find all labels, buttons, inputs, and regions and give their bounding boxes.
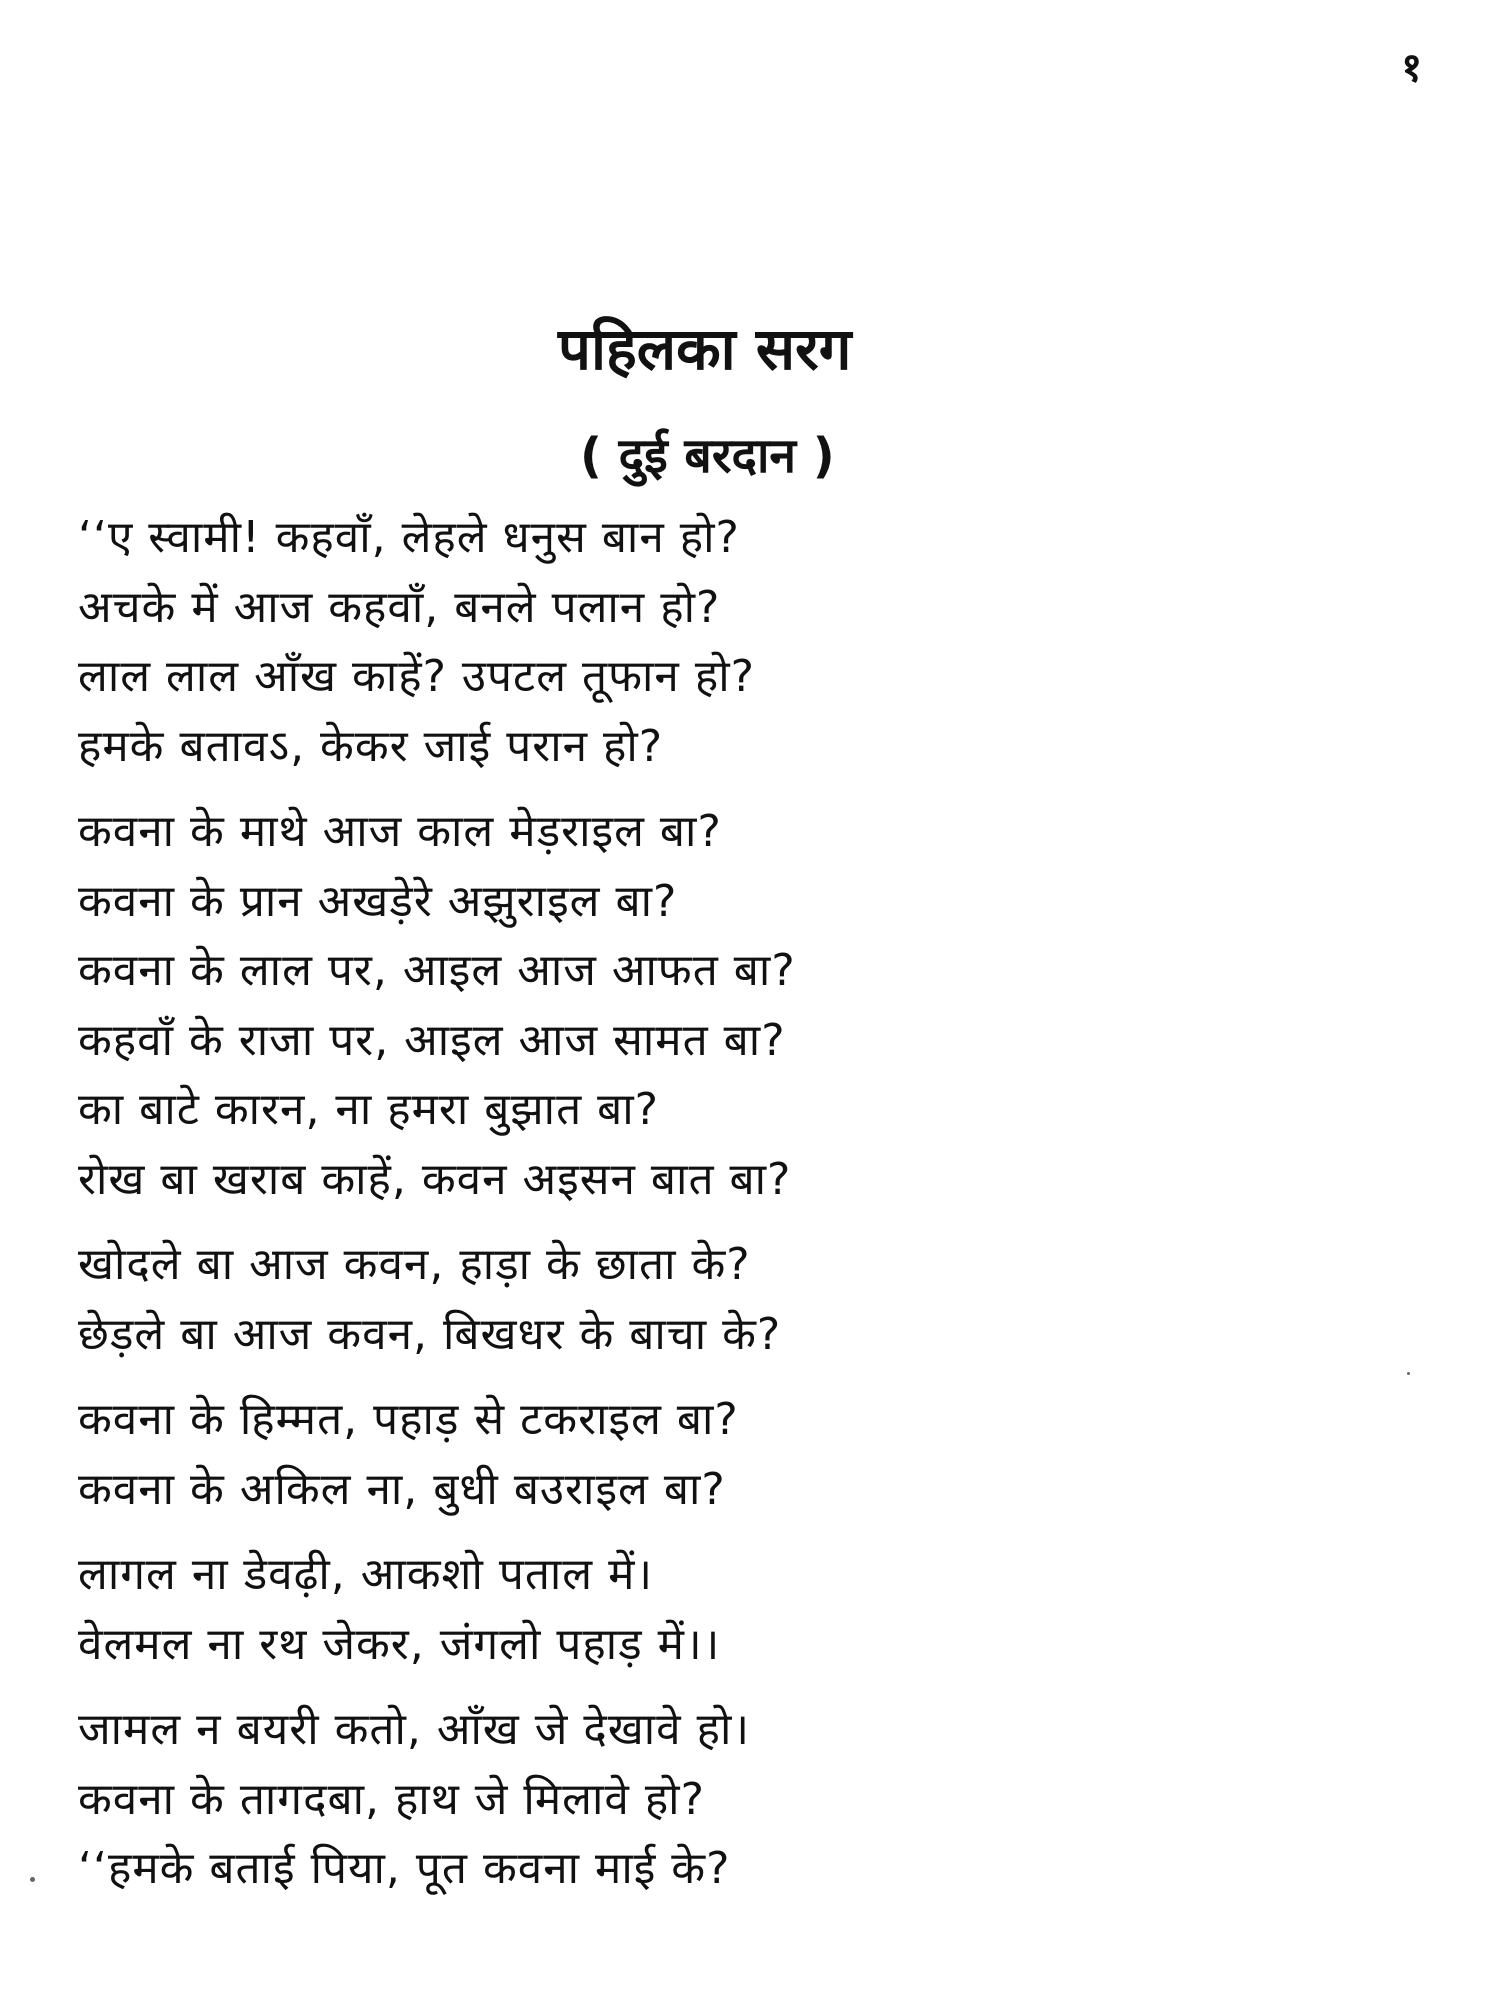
- chapter-subtitle: ( दुई बरदान ): [580, 428, 835, 484]
- poem-line: हमके बतावऽ, केकर जाई परान हो?: [78, 720, 664, 772]
- poem-line: रोख बा खराब काहें, कवन अइसन बात बा?: [78, 1153, 792, 1205]
- page-number: १: [1401, 45, 1422, 91]
- poem-line: कवना के प्रान अखड़ेरे अझुराइल बा?: [78, 875, 678, 927]
- stanza: [78, 1385, 1418, 1524]
- poem-line: ‘‘हमके बताई पिया, पूत कवना माई के?: [78, 1843, 731, 1894]
- poem-line: कवना के तागदबा, हाथ जे मिलावे हो?: [78, 1773, 705, 1825]
- stanza: [78, 1695, 1418, 1904]
- scan-speck: [30, 1877, 35, 1882]
- poem-line: कवना के हिम्मत, पहाड़ से टकराइल बा?: [78, 1394, 739, 1445]
- stanza: [78, 1230, 1418, 1369]
- poem-line: कवना के माथे आज काल मेड़राइल बा?: [78, 806, 722, 857]
- poem-line: का बाटे कारन, ना हमरा बुझात बा?: [78, 1084, 660, 1135]
- chapter-title: पहिलका सरग: [558, 315, 852, 383]
- poem-body: [78, 503, 1418, 1920]
- poem-line: वेलमल ना रथ जेकर, जंगलो पहाड़ में।।: [78, 1618, 721, 1670]
- poem-line: जामल न बयरी कतो, आँख जे देखावे हो।: [78, 1704, 751, 1755]
- stanza: [78, 797, 1418, 1214]
- poem-line: छेड़ले बा आज कवन, बिखधर के बाचा के?: [78, 1308, 782, 1360]
- poem-line: अचके में आज कहवाँ, बनले पलान हो?: [78, 581, 721, 633]
- poem-line: खोदले बा आज कवन, हाड़ा के छाता के?: [78, 1239, 751, 1290]
- poem-line: लागल ना डेवढ़ी, आकशो पताल में।: [78, 1549, 654, 1600]
- poem-line: लाल लाल आँख काहें? उपटल तूफान हो?: [78, 651, 755, 702]
- stanza: [78, 1540, 1418, 1679]
- poem-line: कवना के लाल पर, आइल आज आफत बा?: [78, 945, 796, 996]
- scan-speck: [1407, 1372, 1410, 1375]
- poem-line: कहवाँ के राजा पर, आइल आज सामत बा?: [78, 1014, 786, 1066]
- stanza: [78, 503, 1418, 781]
- poem-line: कवना के अकिल ना, बुधी बउराइल बा?: [78, 1463, 726, 1515]
- poem-line: ‘‘ए स्वामी! कहवाँ, लेहले धनुस बान हो?: [78, 512, 740, 563]
